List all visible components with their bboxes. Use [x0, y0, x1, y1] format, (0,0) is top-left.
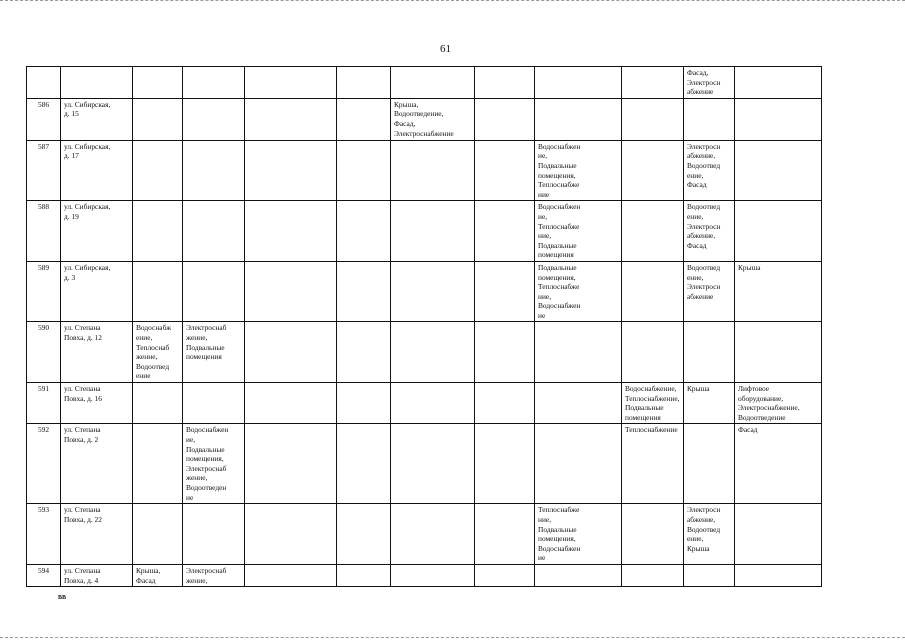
work-type-cell	[133, 383, 183, 424]
work-type-cell	[535, 424, 622, 504]
work-type-cell	[245, 424, 337, 504]
table-row	[27, 504, 822, 565]
work-type-cell	[622, 322, 684, 383]
work-type-cell	[337, 383, 391, 424]
work-type-cell	[684, 504, 735, 565]
work-type-cell	[535, 261, 622, 322]
work-type-cell	[684, 424, 735, 504]
work-type-cell	[622, 201, 684, 262]
work-type-cell	[337, 98, 391, 140]
work-type-cell	[391, 201, 475, 262]
work-type-cell	[133, 67, 183, 99]
table-row	[27, 140, 822, 201]
work-type-cell	[735, 98, 822, 140]
address-cell	[61, 261, 133, 322]
address-text: ул. Сибирская, д. 19	[64, 202, 111, 221]
row-number-cell: 594	[27, 564, 61, 586]
work-type-cell	[622, 424, 684, 504]
work-type-cell	[622, 504, 684, 565]
work-type-cell	[622, 261, 684, 322]
work-type-text: Теплоснабжение	[625, 425, 678, 435]
address-cell	[61, 504, 133, 565]
work-type-cell	[535, 201, 622, 262]
address-cell	[61, 140, 133, 201]
work-type-cell	[735, 564, 822, 586]
work-type-cell	[183, 564, 245, 586]
work-type-cell	[622, 98, 684, 140]
work-type-text: Подвальные помещения, Теплоснабже ние, Водоснабжен ие	[538, 262, 581, 320]
work-type-cell	[735, 67, 822, 99]
work-type-cell	[475, 424, 535, 504]
row-number-cell: 590	[27, 322, 61, 383]
work-type-text: Водоснабжен ие, Подвальные помещения, Теплоснабже ние	[538, 141, 581, 199]
work-type-cell	[183, 424, 245, 504]
work-type-cell	[245, 504, 337, 565]
work-type-cell	[684, 261, 735, 322]
work-type-cell	[535, 67, 622, 99]
table-row	[27, 383, 822, 424]
work-type-cell	[475, 261, 535, 322]
work-type-cell	[475, 504, 535, 565]
work-type-cell	[684, 98, 735, 140]
work-type-cell	[245, 140, 337, 201]
work-type-cell	[535, 564, 622, 586]
work-type-cell	[535, 140, 622, 201]
work-type-cell	[183, 383, 245, 424]
work-type-text: Лифтовое оборудование, Электроснабжение, Водоотведение	[738, 384, 800, 422]
work-type-text: Водоснабжен ие, Теплоснабже ние, Подвальные помещения	[538, 202, 581, 260]
work-type-cell	[133, 98, 183, 140]
work-type-cell	[684, 140, 735, 201]
work-type-cell	[337, 140, 391, 201]
address-cell	[61, 98, 133, 140]
row-number-cell: 589	[27, 261, 61, 322]
work-type-cell	[133, 261, 183, 322]
row-number-cell: 587	[27, 140, 61, 201]
work-type-text: Крыша, Фасад	[136, 565, 161, 585]
work-type-cell	[391, 424, 475, 504]
work-type-cell	[133, 564, 183, 586]
work-type-cell	[133, 322, 183, 383]
work-type-cell	[183, 67, 245, 99]
work-type-cell	[475, 140, 535, 201]
work-type-cell	[245, 322, 337, 383]
address-cell	[61, 67, 133, 99]
work-type-text: Электроснаб жение,	[186, 565, 227, 585]
work-type-cell	[337, 424, 391, 504]
work-type-cell	[735, 322, 822, 383]
work-type-cell	[684, 564, 735, 586]
page-number: 61	[440, 43, 451, 55]
address-cell	[61, 424, 133, 504]
work-type-cell	[622, 67, 684, 99]
work-type-cell	[475, 383, 535, 424]
work-type-cell	[735, 424, 822, 504]
address-text: ул. Степана Повха, д. 22	[64, 505, 102, 524]
address-text: ул. Сибирская, д. 17	[64, 141, 111, 161]
work-type-cell	[337, 504, 391, 565]
work-type-cell	[391, 504, 475, 565]
work-type-text: Водоотвед ение, Электросн абжение	[687, 262, 721, 301]
row-number-cell: 591	[27, 383, 61, 424]
table-row	[27, 67, 822, 99]
work-type-text: Крыша	[738, 262, 761, 272]
work-type-cell	[183, 201, 245, 262]
work-type-cell	[475, 67, 535, 99]
work-type-cell	[475, 201, 535, 262]
address-cell	[61, 322, 133, 383]
work-type-cell	[337, 67, 391, 99]
work-type-cell	[245, 383, 337, 424]
work-type-cell	[684, 67, 735, 99]
address-cell	[61, 383, 133, 424]
work-type-cell	[735, 201, 822, 262]
work-type-text: Водоснабжение, Теплоснабжение, Подвальные помещения	[625, 384, 680, 422]
work-type-cell	[391, 261, 475, 322]
work-type-text: Водоотвед ение, Электросн абжение, Фасад	[687, 202, 721, 250]
work-type-cell	[735, 383, 822, 424]
table-row	[27, 424, 822, 504]
address-cell	[61, 201, 133, 262]
work-type-cell	[391, 140, 475, 201]
work-type-cell	[391, 98, 475, 140]
work-type-cell	[735, 504, 822, 565]
work-type-text: Крыша	[687, 384, 710, 394]
scan-edge-bottom	[0, 633, 905, 638]
work-type-cell	[622, 383, 684, 424]
address-text: ул. Сибирская, д. 15	[64, 99, 111, 119]
work-type-text: Фасад	[738, 425, 758, 435]
address-cell	[61, 564, 133, 586]
table-row	[27, 564, 822, 586]
work-type-text: Электросн абжение, Водоотвед ение, Фасад	[687, 141, 721, 190]
work-type-cell	[391, 383, 475, 424]
table-row	[27, 322, 822, 383]
repair-schedule-table	[26, 66, 822, 587]
address-text: ул. Степана Повха, д. 16	[64, 384, 102, 403]
work-type-cell	[475, 564, 535, 586]
work-type-cell	[735, 261, 822, 322]
table-row	[27, 261, 822, 322]
table-row	[27, 201, 822, 262]
work-type-cell	[622, 564, 684, 586]
row-number-cell: 592	[27, 424, 61, 504]
work-type-cell	[133, 424, 183, 504]
work-type-cell	[183, 98, 245, 140]
work-type-cell	[183, 322, 245, 383]
address-text: ул. Степана Повха, д. 4	[64, 565, 101, 585]
row-number-cell: 588	[27, 201, 61, 262]
table-row	[27, 98, 822, 140]
work-type-text: Крыша, Водоотведение, Фасад, Электроснабжение	[394, 99, 454, 138]
work-type-cell	[535, 322, 622, 383]
row-number-cell: 593	[27, 504, 61, 565]
work-type-text: Водоснабжен ие, Подвальные помещения, Электроснаб жение, Водоотведен ие	[186, 425, 229, 502]
row-number-cell: 586	[27, 98, 61, 140]
work-type-cell	[183, 261, 245, 322]
work-type-cell	[391, 67, 475, 99]
address-text: ул. Степана Повха, д. 12	[64, 323, 102, 343]
work-type-cell	[133, 201, 183, 262]
work-type-cell	[337, 261, 391, 322]
work-type-cell	[391, 564, 475, 586]
work-type-cell	[535, 504, 622, 565]
work-type-cell	[245, 98, 337, 140]
work-type-cell	[133, 504, 183, 565]
work-type-cell	[684, 322, 735, 383]
work-type-text: Электроснаб жение, Подвальные помещения	[186, 323, 227, 362]
work-type-cell	[684, 383, 735, 424]
work-type-cell	[183, 504, 245, 565]
work-type-cell	[337, 322, 391, 383]
work-type-cell	[735, 140, 822, 201]
work-type-cell	[684, 201, 735, 262]
address-text: ул. Сибирская, д. 3	[64, 262, 111, 282]
work-type-cell	[535, 98, 622, 140]
address-text: ул. Степана Повха, д. 2	[64, 425, 101, 444]
work-type-cell	[391, 322, 475, 383]
scan-edge-top	[0, 0, 905, 5]
work-type-text: Теплоснабже ние, Подвальные помещения, Водоснабжен ие	[538, 505, 581, 563]
work-type-cell	[337, 564, 391, 586]
work-type-cell	[245, 261, 337, 322]
work-type-cell	[337, 201, 391, 262]
work-type-text: Водоснабж ение, Теплоснаб жение, Водоотвед ение	[136, 323, 172, 381]
work-type-cell	[535, 383, 622, 424]
work-type-cell	[245, 201, 337, 262]
work-type-cell	[475, 322, 535, 383]
work-type-cell	[622, 140, 684, 201]
work-type-cell	[475, 98, 535, 140]
footer-mark: BB	[58, 595, 67, 601]
work-type-text: Фасад, Электросн абжение	[687, 68, 721, 97]
row-number-cell	[27, 67, 61, 99]
work-type-cell	[245, 564, 337, 586]
work-type-cell	[183, 140, 245, 201]
work-type-text: Электросн абжение, Водоотвед ение, Крыша	[687, 505, 721, 553]
work-type-cell	[133, 140, 183, 201]
work-type-cell	[245, 67, 337, 99]
